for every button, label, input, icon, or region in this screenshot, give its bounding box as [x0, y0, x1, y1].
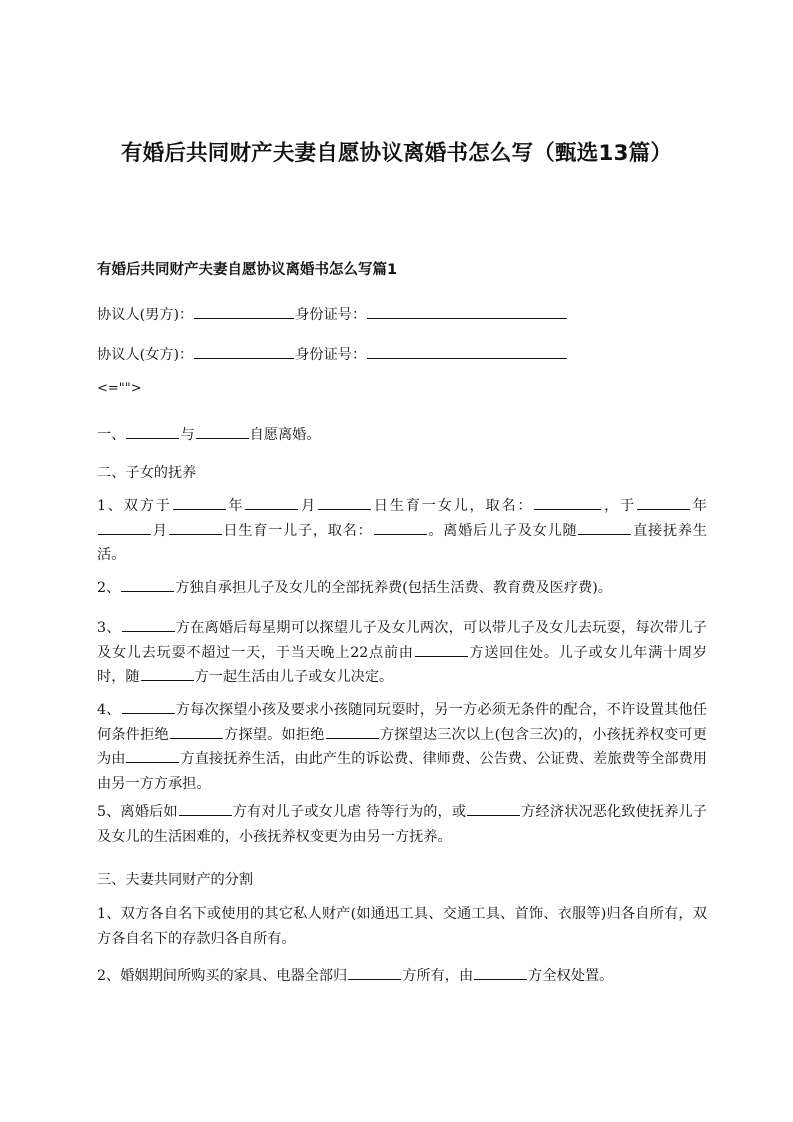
blank [534, 495, 601, 510]
text: 年 [691, 498, 707, 514]
text: 1、双方于 [97, 498, 172, 514]
text: 4、 [97, 702, 121, 718]
blank [578, 520, 631, 535]
blank [637, 495, 690, 510]
blank [122, 617, 175, 632]
party-female-id-blank [367, 344, 567, 359]
text: 直接抚养生活。 [97, 522, 707, 563]
text: 3、 [97, 620, 121, 636]
text: 方有对儿子或女儿虐 待等行为的，或 [232, 804, 467, 820]
id-label-male: 身份证号： [295, 307, 367, 323]
text: 月 [299, 498, 318, 514]
text: 方探望。如拒绝 [223, 726, 325, 743]
clause-1 [97, 424, 321, 444]
custody-item-3 [97, 616, 707, 690]
blank [98, 520, 151, 535]
blank [318, 495, 371, 510]
custody-item-5 [97, 800, 707, 849]
blank [121, 577, 174, 592]
blank [348, 965, 401, 980]
party-female-line [97, 344, 568, 364]
clause-1-suffix: 自愿离婚。 [249, 427, 321, 443]
text: 。离婚后儿子及女儿随 [427, 522, 578, 539]
party-male-id-blank [367, 304, 567, 319]
party-female-name-blank [194, 344, 294, 359]
section-subtitle: 有婚后共同财产夫妻自愿协议离婚书怎么写篇1 [97, 262, 398, 278]
text: 方探望达三次以上(包含三次)的，小孩抚养权变可更为由 [97, 726, 707, 767]
party-male-line [97, 304, 568, 324]
blank [245, 495, 298, 510]
blank [179, 801, 232, 816]
heading-property-division: 三、夫妻共同财产的分割 [97, 872, 254, 888]
text: 方一起生活由儿子或女儿决定。 [194, 669, 394, 685]
document-title: 有婚后共同财产夫妻自愿协议离婚书怎么写（甄选13篇） [120, 141, 673, 166]
property-item-1: 1、双方各自名下或使用的其它私人财产(如通迅工具、交通工具、首饰、衣服等)归各自所有，双方各自名下的存款归各自所有。 [97, 906, 707, 947]
custody-item-4 [97, 698, 707, 796]
blank [169, 520, 222, 535]
clause-1-prefix: 一、 [97, 427, 126, 443]
party-female-label: 协议人(女方)： [97, 347, 194, 363]
stray-markup-line: <=""> [97, 381, 142, 396]
blank [173, 495, 226, 510]
custody-item-1 [97, 494, 707, 568]
clause-1-and: 与 [180, 427, 195, 443]
party-male-label: 协议人(男方)： [97, 307, 194, 323]
property-item-2 [97, 964, 707, 989]
text: 方直接抚养生活，由此产生的诉讼费、律师费、公告费、公证费、差旅费等全部费用由另一方方承担。 [97, 751, 707, 792]
text: 5、离婚后如 [97, 804, 178, 820]
text: 方全权处置。 [528, 968, 614, 984]
text: 年 [226, 498, 245, 514]
heading-child-custody: 二、子女的抚养 [97, 465, 197, 481]
id-label-female: 身份证号： [295, 347, 367, 363]
blank [415, 642, 468, 657]
blank [141, 666, 194, 681]
text: 方经济状况恶化致使抚养儿子及女儿的生活困难的，小孩抚养权变更为由另一方抚养。 [97, 804, 707, 845]
blank [326, 724, 379, 739]
text: ，于 [602, 498, 636, 514]
text: 2、 [97, 580, 121, 596]
blank [122, 699, 175, 714]
clause-1-blank-b [196, 424, 249, 439]
blank [467, 801, 520, 816]
text: 方在离婚后每星期可以探望儿子及女儿两次，可以带儿子及女儿去玩耍，每次带儿子及女儿去玩耍不超过一天，于当天晚上22点前由 [97, 620, 707, 661]
clause-1-blank-a [126, 424, 179, 439]
text: 日生育一儿子，取名： [222, 522, 373, 539]
text: 方每次探望小孩及要求小孩随同玩耍时，另一方必须无条件的配合，不许设置其他任何条件拒绝 [97, 702, 707, 743]
text: 方独自承担儿子及女儿的全部抚养费(包括生活费、教育费及医疗费)。 [175, 580, 612, 596]
text: 月 [152, 522, 168, 539]
party-male-name-blank [194, 304, 294, 319]
blank [170, 724, 223, 739]
blank [374, 520, 427, 535]
text: 方送回住处。儿子或女儿年满十周岁时，随 [97, 644, 707, 685]
text: 2、婚姻期间所购买的家具、电器全部归 [97, 968, 348, 984]
custody-item-2 [97, 576, 707, 601]
blank [126, 748, 179, 763]
text: 方所有，由 [402, 968, 474, 984]
blank [474, 965, 527, 980]
text: 日生育一女儿，取名： [372, 498, 534, 514]
